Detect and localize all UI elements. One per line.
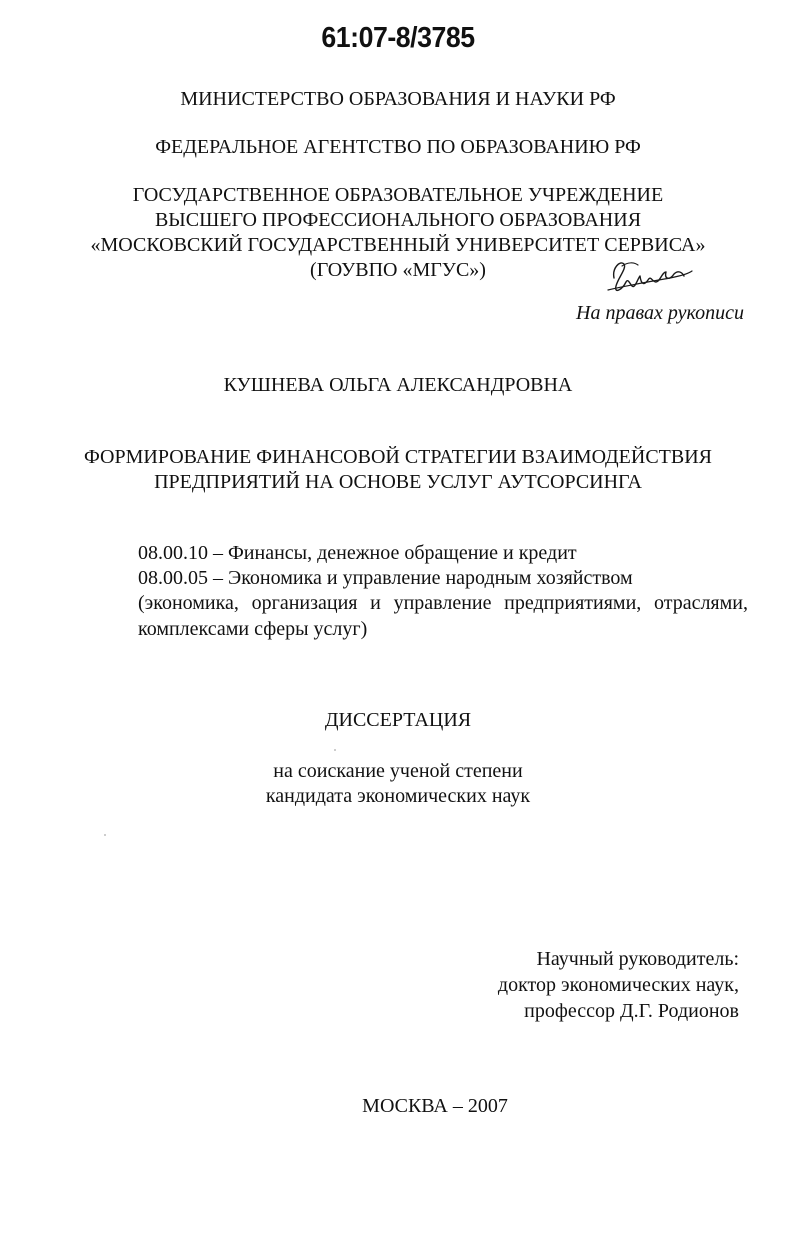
city-year: МОСКВА – 2007 [362,1095,508,1117]
scan-speck [104,834,106,836]
institution-line: ГОСУДАРСТВЕННОЕ ОБРАЗОВАТЕЛЬНОЕ УЧРЕЖДЕНИЕ [132,184,664,206]
institution-line: «МОСКОВСКИЙ ГОСУДАРСТВЕННЫЙ УНИВЕРСИТЕТ СЕРВИСА» [90,234,706,256]
specialty-detail: (экономика, организация и управление предприятиями, отраслями, комплексами сферы услуг) [138,592,748,640]
agency-name: ФЕДЕРАЛЬНОЕ АГЕНТСТВО ПО ОБРАЗОВАНИЮ РФ [155,136,641,158]
institution-line: ВЫСШЕГО ПРОФЕССИОНАЛЬНОГО ОБРАЗОВАНИЯ [154,209,642,231]
institution-abbreviation: (ГОУВПО «МГУС») [310,259,486,281]
scan-speck [334,749,336,751]
registration-number: 61:07-8/3785 [321,22,475,54]
work-type: ДИССЕРТАЦИЯ [324,709,472,731]
specialty-line: 08.00.05 – Экономика и управление народным хозяйством [138,567,633,589]
dissertation-title-line: ФОРМИРОВАНИЕ ФИНАНСОВОЙ СТРАТЕГИИ ВЗАИМОДЕЙСТВИЯ [83,446,712,468]
supervisor-degree: доктор экономических наук, [497,974,739,996]
degree-purpose-line: кандидата экономических наук [265,785,531,807]
dissertation-title-line: ПРЕДПРИЯТИЙ НА ОСНОВЕ УСЛУГ АУТСОРСИНГА [154,471,642,493]
supervisor-name: профессор Д.Г. Родионов [524,1000,739,1022]
specialty-line: 08.00.10 – Финансы, денежное обращение и кредит [138,542,577,564]
handwritten-signature [600,256,696,304]
manuscript-note: На правах рукописи [576,302,744,324]
ministry-name: МИНИСТЕРСТВО ОБРАЗОВАНИЯ И НАУКИ РФ [180,88,616,110]
author-name: КУШНЕВА ОЛЬГА АЛЕКСАНДРОВНА [223,374,573,396]
supervisor-label: Научный руководитель: [536,948,739,970]
degree-purpose-line: на соискание ученой степени [273,760,523,782]
